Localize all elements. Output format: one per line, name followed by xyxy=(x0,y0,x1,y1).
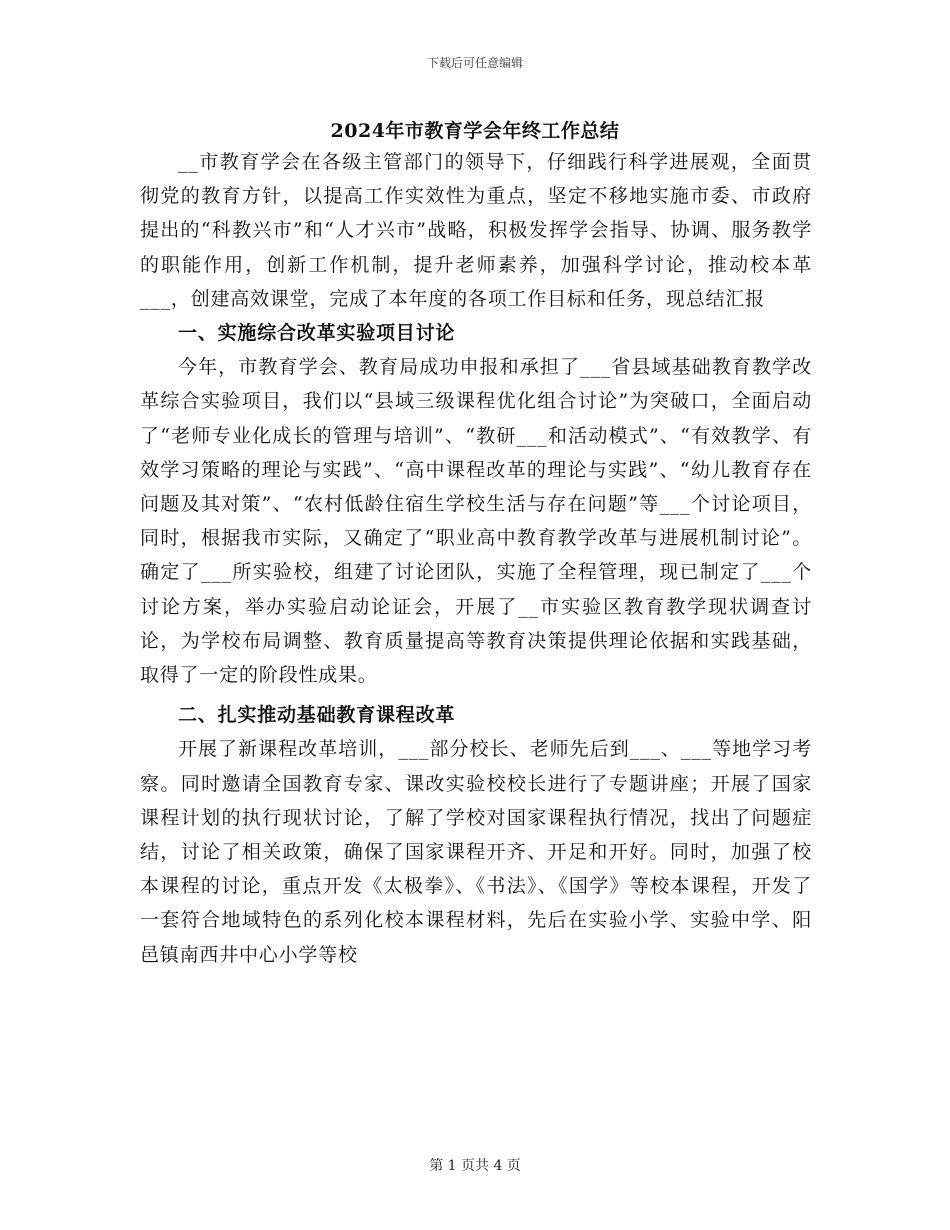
page-header-note: 下载后可任意编辑 xyxy=(426,56,523,70)
section-heading-2: 二、扎实推动基础教育课程改革 xyxy=(178,704,456,727)
section-paragraph-2: 开展了新课程改革培训，___部分校长、老师先后到___、___等地学习考察。同时邀请全国教育专家、课改实验校校长进行了专题讲座；开展了国家课程计划的执行现状讨论，了解了学校对国家课程执行情况，找出了问题症结，讨论了相关政策，确保了国家课程开齐、开足和开好。同时，加强了校本课程的讨论，重点开发《太极拳》、《书法》、《国学》等校本课程，开发了一套符合地域特色的系列化校本课程材料，先后在实验小学、实验中学、阳邑镇南西井中心小学等校 xyxy=(140,738,812,966)
section-heading-1: 一、实施综合改革实验项目讨论 xyxy=(178,322,456,345)
intro-paragraph: __市教育学会在各级主管部门的领导下，仔细践行科学进展观，全面贯彻党的教育方针，以提高工作实效性为重点，坚定不移地实施市委、市政府提出的“科教兴市”和“人才兴市”战略，积极发挥学会指导、协调、服务教学的职能作用，创新工作机制，提升老师素养，加强科学讨论，推动校本革___，创建高效课堂，完成了本年度的各项工作目标和任务，现总结汇报 xyxy=(140,151,812,310)
document-body xyxy=(140,145,812,972)
document-title: 2024年市教育学会年终工作总结 xyxy=(330,120,620,142)
page-number-footer: 第 1 页共 4 页 xyxy=(429,1158,521,1174)
section-paragraph-1: 今年，市教育学会、教育局成功申报和承担了___省县域基础教育教学改革综合实验项目，我们以“县域三级课程优化组合讨论”为突破口，全面启动了“老师专业化成长的管理与培训”、“教研___和活动模式”、“有效教学、有效学习策略的理论与实践”、“高中课程改革的理论与实践”、“幼儿教育存在问题及其对策”、“农村低龄住宿生学校生活与存在问题”等___个讨论项目，同时，根据我市实际，又确定了“职业高中教育教学改革与进展机制讨论”。确定了___所实验校，组建了讨论团队，实施了全程管理，现已制定了___个讨论方案，举办实验启动论证会，开展了__市实验区教育教学现状调查讨论，为学校布局调整、教育质量提高等教育决策提供理论依据和实践基础，取得了一定的阶段性成果。 xyxy=(140,356,812,687)
